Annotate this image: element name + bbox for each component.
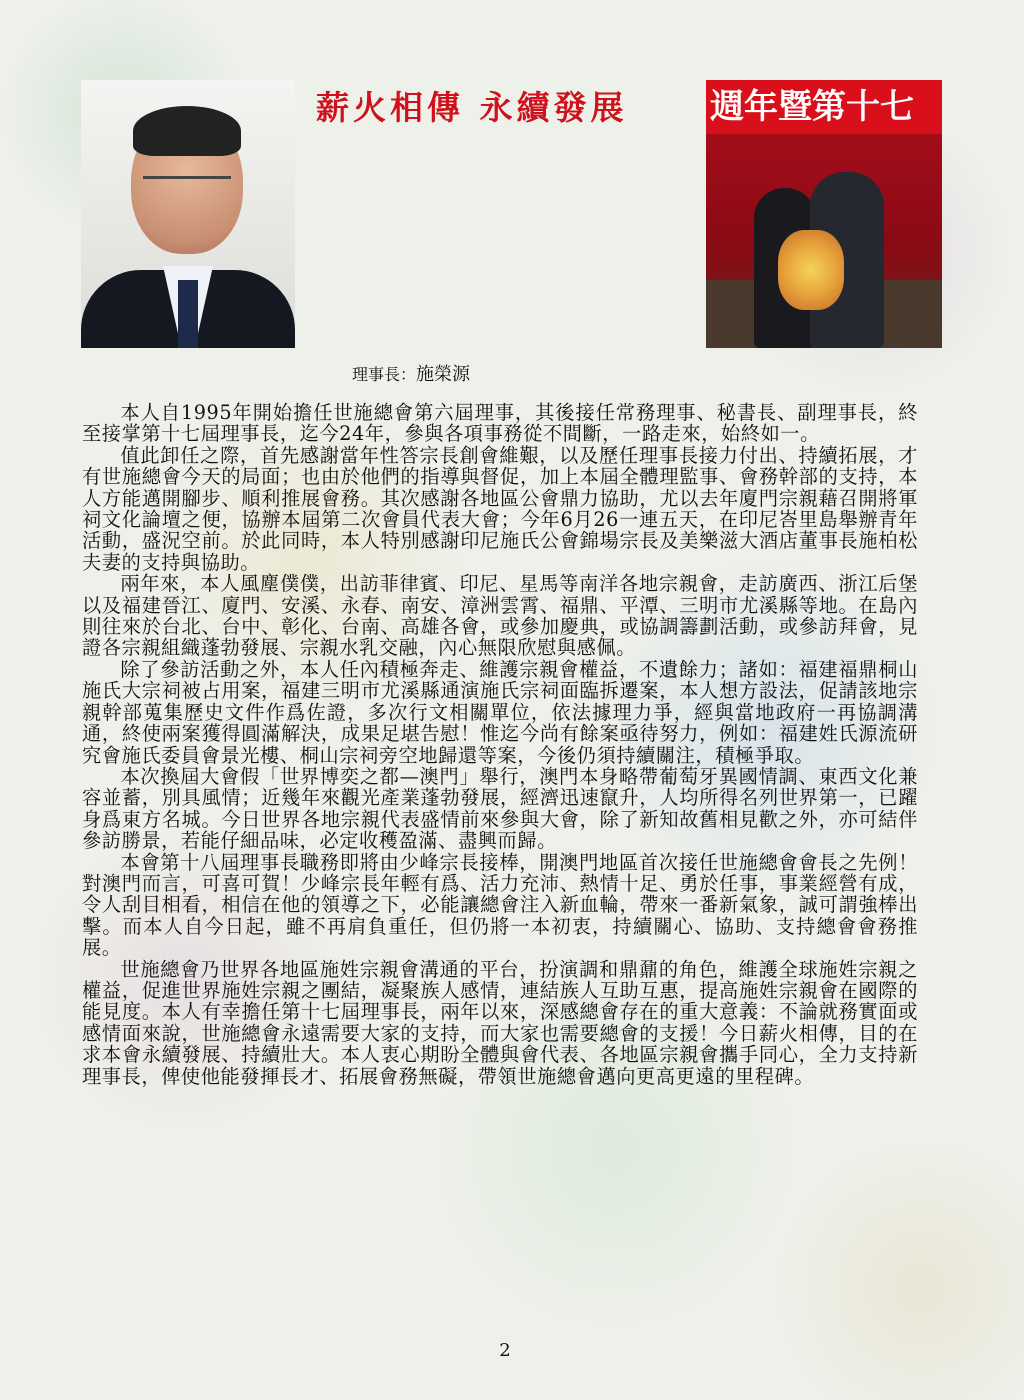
paragraph: 兩年來，本人風塵僕僕，出訪菲律賓、印尼、星馬等南洋各地宗親會，走訪廣西、浙江后堡以及福建晉江、廈門、安溪、永春、南安、漳洲雲霄、福鼎、平潭、三明市尤溪縣等地。在島內則往來於台北、台中、彰化、台南、高雄各會，或參加慶典，或協調籌劃活動，或參訪拜會，見證各宗親組織蓬勃發展、宗親水乳交融，內心無限欣慰與感佩。 xyxy=(82,572,918,660)
paragraph: 值此卸任之際，首先感謝當年性答宗長創會維艱，以及歷任理事長接力付出、持續拓展，才有世施總會今天的局面；也由於他們的指導與督促，加上本屆全體理監事、會務幹部的支持，本人方能邁開腳步、順利推展會務。其次感謝各地區公會鼎力協助，尤以去年廈門宗親藉召開將軍祠文化論壇之便，協辦本屆第二次會員代表大會；今年6月26一連五天，在印尼峇里島舉辦青年活動，盛況空前。於此同時，本人特別感謝印尼施氏公會錦場宗長及美樂滋大酒店董事長施柏松夫妻的支持與協助。 xyxy=(82,443,918,574)
flower-bouquet xyxy=(778,230,844,310)
caption-role: 理事長： xyxy=(352,365,417,384)
chairman-portrait-photo xyxy=(81,80,295,348)
paragraph: 本會第十八屆理事長職務即將由少峰宗長接棒，開澳門地區首次接任世施總會會長之先例！對澳門而言，可喜可賀！少峰宗長年輕有爲、活力充沛、熱情十足、勇於任事，事業經營有成，令人刮目相看，相信在他的領導之下，必能讓總會注入新血輪，帶來一番新氣象，誠可謂強棒出擊。而本人自今日起，雖不再肩負重任，但仍將一本初衷，持續關心、協助、支持總會會務推展。 xyxy=(82,850,918,960)
photo-caption xyxy=(352,360,470,386)
event-photo xyxy=(706,80,942,348)
caption-name: 施榮源 xyxy=(416,364,471,385)
event-banner: 週年暨第十七 xyxy=(706,80,942,134)
paragraph: 除了參訪活動之外，本人任內積極奔走、維護宗親會權益，不遺餘力；諸如：福建福鼎桐山施氏大宗祠被占用案，福建三明市尤溪縣通演施氏宗祠面臨拆遷案，本人想方設法，促請該地宗親幹部蒐集歷史文件作爲佐證，多次行文相關單位，依法據理力爭，經與當地政府一再協調溝通，終使兩案獲得圓滿解決，成果足堪告慰！惟迄今尚有餘案亟待努力，例如：福建姓氏源流研究會施氏委員會景光樓、桐山宗祠旁空地歸還等案，今後仍須持續關注，積極爭取。 xyxy=(82,657,918,767)
article-body xyxy=(82,402,918,1087)
paragraph: 本次換屆大會假「世界博奕之都—澳門」舉行，澳門本身略帶葡萄牙異國情調、東西文化兼容並蓄，別具風情；近幾年來觀光產業蓬勃發展，經濟迅速竄升，人均所得名列世界第一，已躍身爲東方名城。今日世界各地宗親代表盛情前來參與大會，除了新知故舊相見歡之外，亦可結伴參訪勝景，若能仔細品味，必定收穫盈滿、盡興而歸。 xyxy=(82,764,918,853)
paragraph: 本人自1995年開始擔任世施總會第六屆理事，其後接任常務理事、秘書長、副理事長，終至接掌第十七屆理事長，迄今24年，參與各項事務從不間斷，一路走來，始終如一。 xyxy=(82,401,918,446)
portrait-hair xyxy=(133,106,241,156)
page-title: 薪火相傳 永續發展 xyxy=(316,88,628,127)
portrait-glasses xyxy=(143,176,231,199)
portrait-tie xyxy=(178,280,198,348)
page-number: 2 xyxy=(499,1340,511,1361)
paragraph: 世施總會乃世界各地區施姓宗親會溝通的平台，扮演調和鼎鼐的角色，維護全球施姓宗親之權益，促進世界施姓宗親之團結，凝聚族人感情，連結族人互助互惠，提高施姓宗親會在國際的能見度。本人有幸擔任第十七屆理事長，兩年以來，深感總會存在的重大意義：不論就務實面或感情面來說，世施總會永遠需要大家的支持，而大家也需要總會的支援！今日薪火相傳，目的在求本會永續發展、持續壯大。本人衷心期盼全體與會代表、各地區宗親會攜手同心，全力支持新理事長，俾使他能發揮長才、拓展會務無礙，帶領世施總會邁向更高更遠的里程碑。 xyxy=(82,957,918,1088)
